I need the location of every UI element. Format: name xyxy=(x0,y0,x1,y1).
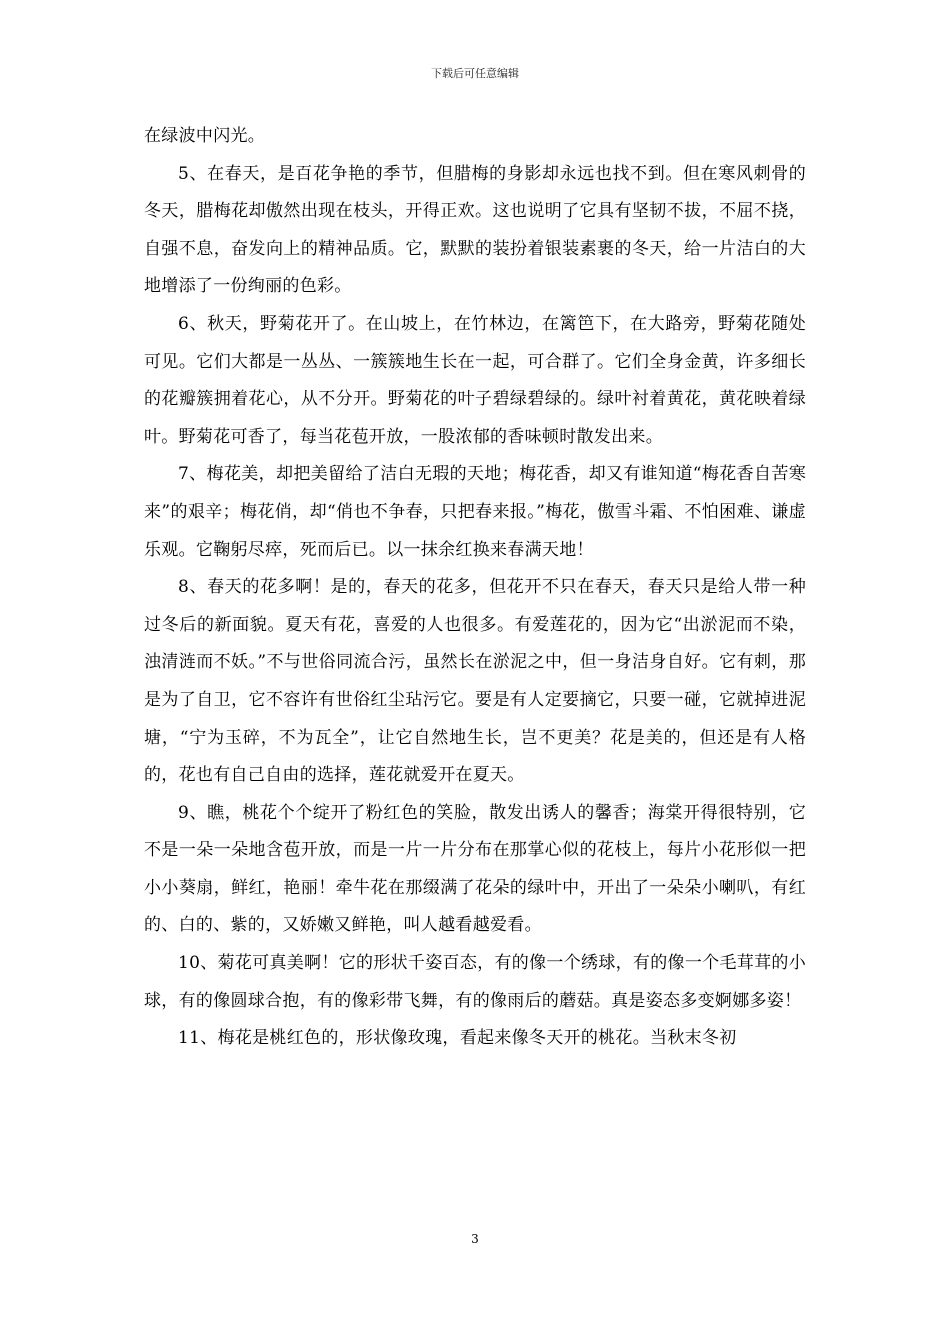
paragraph-6: 6、秋天，野菊花开了。在山坡上，在竹林边，在篱笆下，在大路旁，野菊花随处可见。它们大都是一丛丛、一簇簇地生长在一起，可合群了。它们全身金黄，许多细长的花瓣簇拥着花心，从不分开。野菊花的叶子碧绿碧绿的。绿叶衬着黄花，黄花映着绿叶。野菊花可香了，每当花苞开放，一股浓郁的香味顿时散发出来。 xyxy=(144,313,806,447)
paragraph-5: 5、在春天，是百花争艳的季节，但腊梅的身影却永远也找不到。但在寒风刺骨的冬天，腊梅花却傲然出现在枝头，开得正欢。这也说明了它具有坚韧不拔，不屈不挠，自强不息，奋发向上的精神品质。它，默默的装扮着银装素裹的冬天，给一片洁白的大地增添了一份绚丽的色彩。 xyxy=(144,163,806,297)
paragraph-continuation: 在绿波中闪光。 xyxy=(144,126,266,146)
paragraph-7: 7、梅花美，却把美留给了洁白无瑕的天地；梅花香，却又有谁知道“梅花香自苦寒来”的艰辛；梅花俏，却“俏也不争春，只把春来报。”梅花，傲雪斗霜、不怕困难、谦虚乐观。它鞠躬尽瘁，死而后已。以一抹余红换来春满天地！ xyxy=(144,464,806,560)
document-body xyxy=(144,118,806,1058)
paragraph-8: 8、春天的花多啊！是的，春天的花多，但花开不只在春天，春天只是给人带一种过冬后的新面貌。夏天有花，喜爱的人也很多。有爱莲花的，因为它“出淤泥而不染，浊清涟而不妖。”不与世俗同流合污，虽然长在淤泥之中，但一身洁身自好。它有刺，那是为了自卫，它不容许有世俗红尘玷污它。要是有人定要摘它，只要一碰，它就掉进泥塘，“宁为玉碎，不为瓦全”，让它自然地生长，岂不更美？花是美的，但还是有人格的，花也有自己自由的选择，莲花就爱开在夏天。 xyxy=(144,577,806,786)
page-header: 下载后可任意编辑 xyxy=(431,67,519,80)
paragraph-10: 10、菊花可真美啊！它的形状千姿百态，有的像一个绣球，有的像一个毛茸茸的小球，有的像圆球合抱，有的像彩带飞舞，有的像雨后的蘑菇。真是姿态多变婀娜多姿！ xyxy=(144,953,806,1011)
paragraph-11: 11、梅花是桃红色的，形状像玫瑰，看起来像冬天开的桃花。当秋末冬初 xyxy=(178,1028,737,1049)
page-number: 3 xyxy=(471,1232,479,1246)
paragraph-9: 9、瞧，桃花个个绽开了粉红色的笑脸，散发出诱人的馨香；海棠开得很特别，它不是一朵一朵地含苞开放，而是一片一片分布在那掌心似的花枝上，每片小花形似一把小小葵扇，鲜红，艳丽！牵牛花在那缀满了花朵的绿叶中，开出了一朵朵小喇叭，有红的、白的、紫的，又娇嫩又鲜艳，叫人越看越爱看。 xyxy=(144,802,806,936)
